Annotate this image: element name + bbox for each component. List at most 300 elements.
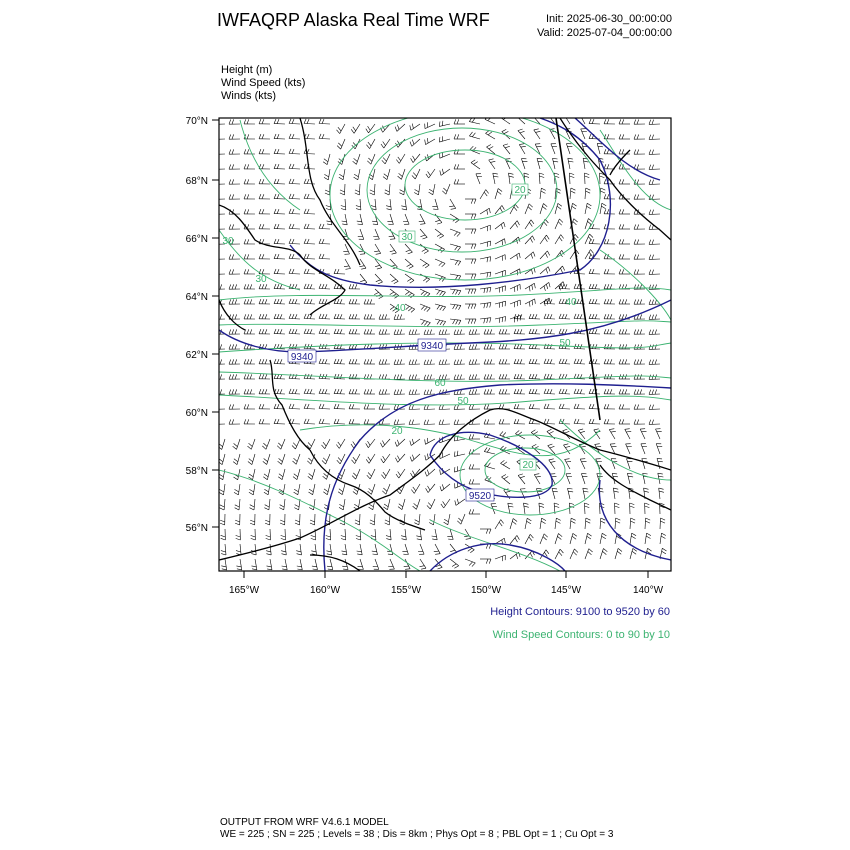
- wind-barb-feather: [444, 522, 448, 525]
- wind-barb-feather: [244, 389, 246, 394]
- wind-barb-feather: [244, 119, 246, 124]
- wind-barb-feather: [235, 359, 237, 364]
- wind-barb-feather: [648, 548, 652, 551]
- wind-barb: [405, 244, 412, 252]
- wind-barb-feather: [250, 508, 255, 510]
- wind-barb: [553, 158, 556, 169]
- wind-barb-feather: [325, 299, 327, 304]
- wind-barb: [314, 499, 315, 510]
- wind-barb-feather: [625, 329, 627, 334]
- wind-barb: [480, 208, 489, 214]
- wind-barb-feather: [592, 389, 594, 394]
- wind-barb-feather: [281, 538, 286, 540]
- wind-barb-feather: [637, 390, 639, 395]
- wind-barb: [450, 319, 461, 320]
- wind-barb-feather: [487, 404, 489, 409]
- wind-barb: [389, 184, 390, 195]
- wind-barb-feather: [640, 344, 642, 349]
- wind-barb-feather: [604, 224, 606, 229]
- wind-barb-feather: [533, 114, 538, 116]
- wind-barb-feather: [550, 359, 552, 364]
- wind-barb-feather: [326, 551, 331, 552]
- wind-barb-feather: [516, 554, 517, 559]
- wind-barb-feather: [334, 404, 336, 409]
- wind-barb-feather: [412, 360, 414, 365]
- wind-barb: [405, 199, 407, 210]
- wind-barb-feather: [427, 405, 429, 410]
- wind-barb-feather: [408, 308, 412, 311]
- wind-barb-feather: [499, 344, 501, 349]
- wind-barb-feather: [324, 159, 328, 162]
- wind-barb: [281, 439, 285, 449]
- wind-barb-feather: [247, 284, 249, 289]
- legend-height-contours: Height Contours: 9100 to 9520 by 60: [490, 606, 670, 618]
- wind-barb-feather: [341, 536, 346, 538]
- wind-barb-feather: [244, 359, 246, 364]
- wind-barb-feather: [649, 225, 651, 230]
- wind-barb-feather: [489, 559, 491, 564]
- wind-barb-feather: [574, 314, 576, 319]
- wind-barb-feather: [649, 345, 651, 350]
- wind-barb: [509, 173, 511, 184]
- wind-barb-feather: [490, 329, 492, 334]
- wind-barb: [304, 199, 315, 200]
- wind-barb: [656, 429, 661, 439]
- wind-barb-feather: [640, 389, 642, 394]
- wind-barb-feather: [607, 299, 609, 304]
- wind-barb-feather: [249, 443, 253, 446]
- wind-barb-feather: [250, 329, 252, 334]
- wind-barb: [625, 429, 630, 439]
- wind-barb: [480, 287, 491, 289]
- wind-barb-feather: [501, 115, 505, 118]
- wind-barb-feather: [353, 457, 356, 461]
- wind-barb-feather: [637, 180, 639, 185]
- wind-barb-feather: [550, 389, 552, 394]
- wind-barb-feather: [622, 419, 624, 424]
- wind-barb-feather: [249, 489, 253, 492]
- wind-barb-feather: [304, 164, 306, 169]
- wind-barb-feather: [471, 319, 473, 324]
- wind-barb-feather: [652, 345, 654, 350]
- wind-barb-feather: [266, 554, 271, 555]
- wind-barb-feather: [409, 390, 411, 395]
- wind-barb: [425, 439, 435, 444]
- wind-barb-feather: [604, 299, 606, 304]
- wind-barb: [485, 119, 495, 124]
- wind-barb-feather: [490, 161, 495, 162]
- lat-label: 68°N: [185, 176, 208, 187]
- wind-barb-feather: [524, 503, 529, 504]
- wind-barb-feather: [532, 389, 534, 394]
- wind-barb: [375, 559, 379, 569]
- wind-barb-feather: [379, 405, 381, 410]
- wind-barb-feather: [574, 404, 576, 409]
- wind-barb-feather: [580, 114, 585, 115]
- wind-barb-feather: [443, 322, 446, 326]
- wind-barb-feather: [655, 315, 657, 320]
- wind-barb: [340, 454, 345, 464]
- wind-barb-feather: [379, 360, 381, 365]
- wind-barb: [419, 184, 421, 195]
- wind-contour-label: 30: [401, 232, 413, 243]
- wind-barb-feather: [307, 254, 309, 259]
- wind-barb-feather: [559, 314, 561, 319]
- wind-barb-feather: [598, 146, 603, 147]
- wind-barb-feather: [229, 225, 231, 230]
- wind-barb-feather: [662, 533, 666, 535]
- wind-barb-feather: [616, 521, 621, 523]
- wind-barb-feather: [244, 254, 246, 259]
- wind-barb-feather: [589, 314, 591, 319]
- wind-barb: [480, 272, 491, 274]
- wind-barb: [480, 257, 491, 259]
- wind-barb-feather: [471, 304, 473, 309]
- wind-barb: [510, 284, 520, 289]
- wind-barb-feather: [610, 329, 612, 334]
- wind-barb-feather: [457, 451, 458, 456]
- wind-barb: [574, 334, 585, 335]
- wind-barb-feather: [427, 505, 430, 509]
- wind-barb-feather: [382, 314, 384, 319]
- wind-barb-feather: [337, 146, 341, 150]
- wind-barb-feather: [573, 533, 577, 536]
- wind-barb: [640, 429, 645, 439]
- wind-barb: [524, 503, 526, 514]
- wind-barb-feather: [259, 254, 261, 259]
- wind-barb-feather: [426, 174, 429, 178]
- wind-barb-feather: [307, 404, 309, 409]
- wind-barb-feather: [637, 270, 639, 275]
- wind-barb-feather: [614, 491, 619, 492]
- wind-barb: [570, 549, 574, 559]
- wind-barb: [304, 289, 315, 290]
- wind-barb-feather: [625, 429, 630, 430]
- wind-barb-feather: [443, 188, 447, 191]
- wind-barb-feather: [274, 119, 276, 124]
- wind-barb-feather: [547, 314, 549, 319]
- wind-barb-feather: [655, 360, 657, 365]
- wind-barb: [540, 267, 548, 274]
- wind-barb-feather: [645, 521, 650, 523]
- wind-barb-feather: [341, 209, 346, 211]
- wind-barb-feather: [219, 492, 223, 495]
- wind-barb-feather: [459, 320, 461, 324]
- wind-barb-feather: [551, 461, 556, 462]
- lat-label: 58°N: [185, 466, 208, 477]
- wind-barb-feather: [386, 539, 391, 540]
- wind-barb-feather: [247, 374, 249, 379]
- wind-barb-feather: [622, 329, 624, 334]
- wind-barb: [304, 184, 315, 185]
- wind-barb: [439, 364, 450, 365]
- wind-barb-feather: [425, 140, 426, 145]
- wind-barb-feather: [407, 264, 411, 266]
- wind-barb: [409, 424, 420, 425]
- wind-barb-feather: [325, 389, 327, 394]
- wind-barb-feather: [531, 254, 533, 259]
- wind-barb-feather: [584, 503, 589, 505]
- wind-barb: [440, 154, 450, 158]
- wind-barb-feather: [631, 536, 635, 539]
- wind-barb-feather: [472, 375, 474, 380]
- wind-barb: [224, 484, 226, 495]
- wind-barb-feather: [319, 419, 321, 424]
- wind-barb-feather: [453, 320, 455, 324]
- wind-barb-feather: [244, 179, 246, 184]
- wind-barb-feather: [652, 210, 654, 215]
- wind-barb: [454, 469, 465, 472]
- wind-barb: [304, 244, 315, 245]
- wind-barb-feather: [220, 314, 222, 319]
- wind-barb-feather: [440, 171, 441, 176]
- wind-barb-feather: [439, 330, 441, 335]
- wind-barb: [253, 469, 255, 480]
- wind-barb-feather: [402, 209, 407, 210]
- wind-barb-feather: [289, 164, 291, 169]
- wind-barb-feather: [610, 284, 612, 289]
- wind-barb: [439, 139, 450, 142]
- wind-barb-feather: [536, 131, 541, 132]
- wind-barb-feather: [293, 443, 297, 447]
- wind-barb-feather: [356, 539, 361, 541]
- wind-barb-feather: [229, 120, 231, 125]
- wind-barb: [525, 220, 531, 229]
- wind-barb-feather: [613, 476, 618, 477]
- wind-barb-feather: [547, 429, 552, 431]
- wind-barb-feather: [541, 521, 545, 524]
- wind-barb-feather: [277, 329, 279, 334]
- wind-barb-feather: [370, 359, 372, 364]
- wind-barb-feather: [442, 330, 444, 335]
- wind-barb-feather: [489, 159, 494, 160]
- wind-barb-feather: [352, 460, 355, 464]
- wind-barb-feather: [659, 491, 664, 492]
- wind-barb: [537, 158, 540, 169]
- wind-barb-feather: [550, 344, 552, 349]
- wind-barb-feather: [323, 476, 327, 479]
- wind-barb-feather: [619, 149, 621, 154]
- lat-label: 70°N: [185, 116, 208, 127]
- wind-barb-feather: [502, 389, 504, 394]
- wind-contour-label: 20: [391, 426, 403, 437]
- wind-barb-feather: [334, 269, 336, 274]
- wind-barb-feather: [544, 329, 546, 334]
- wind-barb: [493, 173, 495, 184]
- wind-barb-feather: [437, 234, 441, 237]
- wind-barb-feather: [424, 292, 428, 296]
- wind-barb-feather: [214, 300, 216, 305]
- wind-barb-feather: [534, 129, 539, 130]
- wind-barb-feather: [334, 329, 336, 334]
- wind-barb-feather: [580, 314, 582, 319]
- wind-barb-feather: [472, 464, 474, 469]
- wind-barb-feather: [232, 314, 234, 319]
- wind-barb-feather: [435, 220, 440, 222]
- wind-barb: [375, 544, 378, 555]
- wind-barb: [424, 409, 435, 410]
- wind-barb-feather: [592, 314, 594, 319]
- wind-barb-feather: [442, 484, 444, 489]
- wind-barb-feather: [652, 300, 654, 305]
- wind-barb-feather: [427, 138, 428, 143]
- wind-barb-feather: [458, 261, 461, 265]
- wind-barb-feather: [537, 158, 542, 159]
- wind-barb-feather: [289, 314, 291, 319]
- wind-barb-feather: [457, 521, 461, 524]
- wind-barb-feather: [339, 489, 343, 492]
- wind-barb: [574, 319, 585, 320]
- wind-barb-feather: [455, 246, 458, 250]
- wind-barb-feather: [472, 405, 474, 410]
- wind-barb-feather: [415, 390, 417, 395]
- wind-barb-feather: [409, 420, 411, 425]
- wind-barb-feather: [470, 550, 474, 553]
- wind-barb-feather: [544, 404, 546, 409]
- wind-barb-feather: [337, 460, 340, 464]
- wind-barb-feather: [568, 491, 573, 492]
- wind-barb-feather: [214, 195, 216, 200]
- wind-barb-feather: [452, 564, 456, 567]
- wind-barb-feather: [637, 375, 639, 380]
- wind-barb-feather: [440, 321, 443, 325]
- wind-barb-feather: [454, 232, 457, 236]
- wind-barb-feather: [649, 300, 651, 305]
- wind-barb-feather: [640, 299, 642, 304]
- wind-barb: [627, 459, 631, 469]
- wind-barb-feather: [405, 569, 410, 570]
- wind-barb-feather: [559, 299, 561, 304]
- wind-barb-feather: [517, 404, 519, 409]
- wind-barb-feather: [295, 344, 297, 349]
- wind-barb: [600, 518, 601, 529]
- wind-barb-feather: [626, 431, 631, 432]
- wind-barb-feather: [410, 457, 412, 462]
- wind-barb-feather: [367, 299, 369, 304]
- wind-barb-feather: [367, 475, 370, 479]
- wind-barb: [539, 173, 540, 184]
- wind-barb-feather: [394, 315, 396, 320]
- wind-barb-feather: [571, 521, 576, 523]
- wind-barb-feather: [532, 269, 533, 274]
- wind-barb-feather: [415, 520, 420, 522]
- wind-barb: [330, 544, 332, 555]
- wind-barb-feather: [229, 285, 231, 290]
- wind-barb: [239, 499, 240, 510]
- wind-barb-feather: [304, 404, 306, 409]
- wind-barb-feather: [524, 506, 529, 507]
- wind-barb-feather: [277, 224, 279, 229]
- wind-barb-feather: [392, 253, 397, 254]
- wind-barb-feather: [533, 252, 535, 257]
- wind-barb: [454, 454, 465, 456]
- wind-barb-feather: [252, 569, 257, 570]
- wind-barb-feather: [469, 360, 471, 365]
- wind-barb-feather: [544, 344, 546, 349]
- wind-barb-feather: [304, 329, 306, 334]
- wind-barb: [310, 439, 315, 449]
- wind-barb: [371, 154, 375, 164]
- wind-barb: [296, 454, 300, 464]
- wind-barb-feather: [366, 459, 369, 463]
- wind-barb-feather: [379, 315, 381, 320]
- lon-label: 165°W: [228, 585, 260, 596]
- wind-barb-feather: [265, 374, 267, 379]
- wind-barb-feather: [307, 419, 309, 424]
- wind-barb-feather: [354, 504, 358, 507]
- wind-barb-feather: [618, 548, 622, 551]
- wind-barb-feather: [619, 389, 621, 394]
- wind-barb-feather: [632, 533, 636, 536]
- wind-barb-feather: [340, 389, 342, 394]
- wind-barb: [495, 286, 506, 289]
- wind-barb: [360, 214, 363, 225]
- wind-barb-feather: [289, 134, 291, 139]
- wind-barb-feather: [440, 291, 443, 295]
- wind-barb-feather: [266, 551, 271, 552]
- wind-barb-feather: [214, 330, 216, 335]
- wind-barb-feather: [535, 314, 537, 319]
- wind-barb-feather: [602, 533, 606, 536]
- wind-barb: [370, 139, 375, 149]
- wind-barb-feather: [456, 305, 458, 309]
- wind-barb-feather: [577, 299, 579, 304]
- wind-barb-feather: [652, 315, 654, 320]
- wind-barb: [319, 124, 330, 125]
- wind-barb: [508, 503, 510, 514]
- wind-barb-feather: [280, 359, 282, 364]
- wind-barb-feather: [649, 180, 651, 185]
- wind-barb-feather: [266, 538, 271, 540]
- wind-barb-feather: [397, 315, 399, 320]
- wind-barb-feather: [634, 240, 636, 245]
- wind-barb-feather: [607, 329, 609, 334]
- wind-barb-feather: [415, 375, 417, 380]
- wind-barb-feather: [349, 359, 351, 364]
- wind-barb-feather: [236, 535, 241, 537]
- wind-barb: [345, 529, 346, 540]
- wind-barb-feather: [311, 551, 316, 552]
- wind-barb-feather: [229, 255, 231, 260]
- wind-barb-feather: [413, 156, 416, 160]
- wind-barb: [330, 559, 333, 570]
- wind-barb-feather: [415, 330, 417, 335]
- wind-barb-feather: [503, 144, 508, 146]
- wind-barb-feather: [372, 551, 377, 552]
- wind-barb: [369, 124, 376, 133]
- wind-barb-feather: [259, 149, 261, 154]
- wind-barb: [544, 334, 555, 335]
- wind-barb-feather: [649, 240, 651, 245]
- wind-barb-feather: [262, 224, 264, 229]
- wind-barb-feather: [277, 149, 279, 154]
- wind-barb-feather: [500, 431, 503, 435]
- wind-barb-feather: [442, 191, 446, 194]
- wind-barb: [330, 529, 331, 540]
- wind-barb-feather: [338, 143, 342, 147]
- wind-barb: [435, 244, 445, 249]
- wind-barb-feather: [585, 176, 590, 178]
- wind-barb: [461, 514, 465, 524]
- wind-barb-feather: [357, 551, 362, 552]
- wind-barb-feather: [520, 359, 522, 364]
- wind-barb-feather: [297, 566, 302, 567]
- wind-barb-feather: [353, 473, 357, 477]
- wind-barb-feather: [474, 162, 478, 165]
- wind-barb: [300, 559, 302, 570]
- wind-barb-feather: [544, 534, 548, 537]
- wind-barb-feather: [265, 329, 267, 334]
